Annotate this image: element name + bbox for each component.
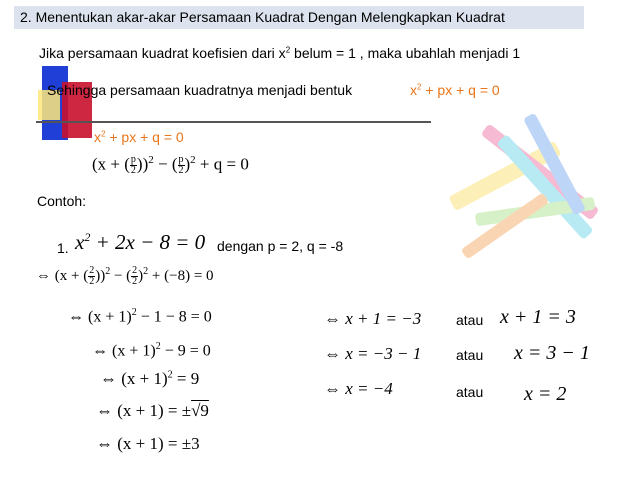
solution-3-left: ⇔ x = −4	[324, 379, 393, 398]
solution-3-atau: atau	[456, 384, 484, 400]
completing-square-formula: (x + ( $\frac{p}{2}$ ))$^2$ − ( $\frac{p}{2}$ )$^2$ + q = 0	[92, 154, 249, 177]
step-5-equation: ⇔ (x + 1) = ±√9	[96, 401, 209, 420]
crayons-illustration	[440, 110, 635, 280]
horizontal-rule	[36, 121, 431, 123]
step-6-equation: ⇔ (x + 1) = ±3	[96, 434, 200, 453]
step-2-equation: ⇔ $(x + 1)^2 - 1 - 8 = 0$	[68, 307, 212, 326]
contoh-label: Contoh:	[37, 193, 87, 209]
intro-text: Jika persamaan kuadrat koefisien dari $x^2$ belum = 1 , maka ubahlah menjadi 1	[39, 45, 521, 61]
solution-1-left: ⇔ x + 1 = −3	[324, 309, 422, 328]
example-number: 1.	[57, 240, 69, 256]
step-4-equation: ⇔ $(x + 1)^2 = 9$	[100, 369, 200, 388]
bentuk-equation-2: $x^2$ + px + q = 0	[94, 129, 184, 145]
solution-1-atau: atau	[456, 312, 484, 328]
example-parameters: dengan p = 2, q = -8	[217, 238, 344, 254]
solution-2-left: ⇔ x = −3 − 1	[324, 344, 422, 363]
bentuk-text: Sehingga persamaan kuadratnya menjadi bentuk	[47, 82, 353, 98]
example-equation: $x^2 + 2x - 8 = 0$	[75, 230, 206, 254]
solution-1-right: x + 1 = 3	[500, 306, 576, 328]
page-title: 2. Menentukan akar-akar Persamaan Kuadrat Dengan Melengkapkan Kuadrat	[20, 9, 505, 25]
bentuk-equation: $x^2$ + px + q = 0	[410, 82, 500, 98]
solution-2-right: x = 3 − 1	[514, 342, 590, 364]
step-3-equation: ⇔ $(x + 1)^2 - 9 = 0$	[92, 341, 211, 360]
crayon-orange	[461, 192, 550, 259]
solution-3-right: x = 2	[524, 383, 567, 405]
step-1-equation: ⇔ (x + ( $\frac{2}{2}$ ))$^2$ − ( $\frac{2}{2}$ )$^2$ + (−8) = 0	[36, 265, 214, 288]
solution-2-atau: atau	[456, 347, 484, 363]
